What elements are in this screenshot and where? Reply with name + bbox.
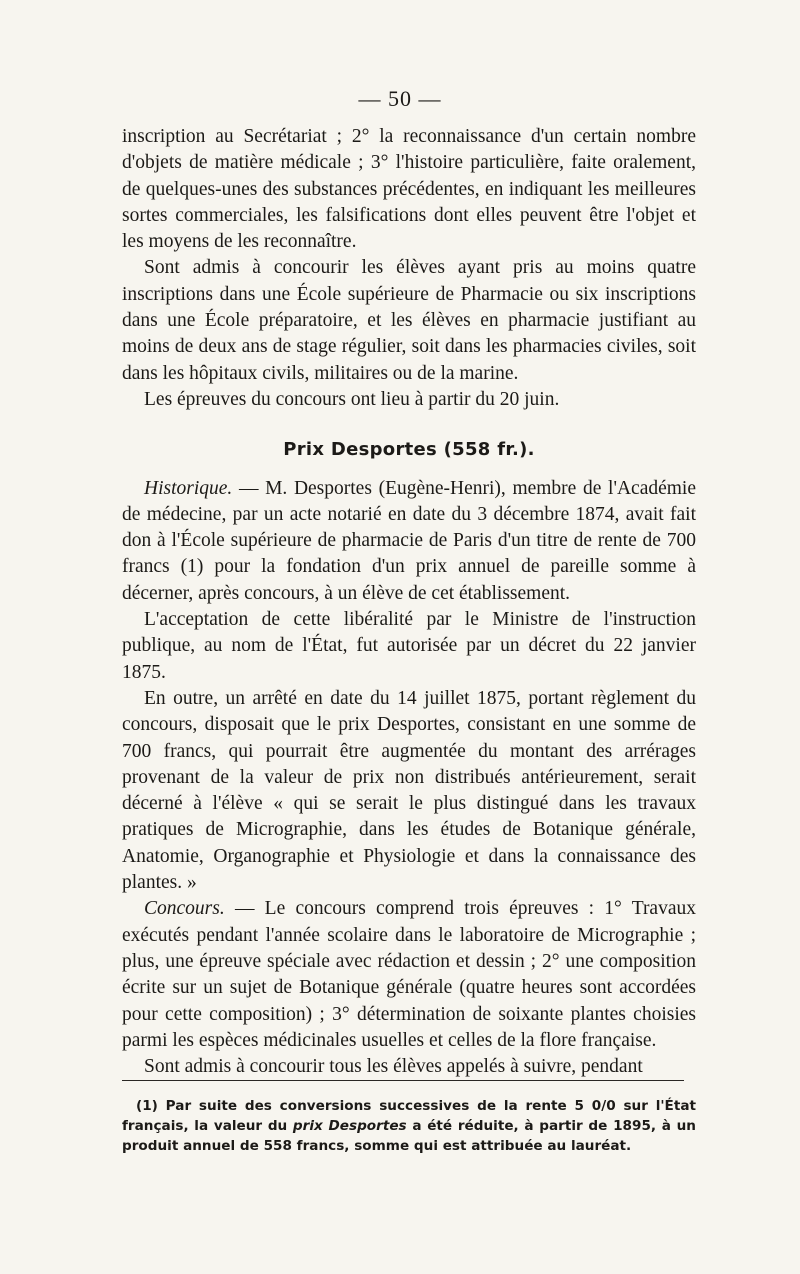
concours-label: Concours.: [144, 898, 225, 920]
footnote-italic: prix Desportes: [292, 1118, 407, 1134]
footnote: [122, 1096, 696, 1156]
paragraph-acceptation: L'acceptation de cette libéralité par le Ministre de l'instruction publique, au nom de l'État, fut autorisée par un décret du 22 janvier 1875.: [122, 609, 696, 683]
paragraph-dates: Les épreuves du concours ont lieu à partir du 20 juin.: [144, 388, 560, 410]
historique-text: — M. Desportes (Eugène-Henri), membre de l'Académie de médecine, par un acte notarié en date du 3 décembre 1874, avait fait don à l'École supérieure de pharmacie de Paris d'un titre de rente de 700 francs (1) pour la fondation d'un prix annuel de pareille somme à décerner, après concours, à un élève de cet établissement.: [122, 477, 696, 604]
paragraph-historique: [122, 476, 696, 607]
footnote-divider: [122, 1080, 684, 1081]
paragraph-concours: [122, 896, 696, 1054]
concours-text: — Le concours comprend trois épreuves : 1° Travaux exécutés pendant l'année scolaire dans le laboratoire de Micrographie ; plus, une épreuve spéciale avec rédaction et dessin ; 2° une composition écrite sur un sujet de Botanique générale (quatre heures sont accordées pour cette composition) ; 3° détermination de soixante plantes choisies parmi les espèces médicinales usuelles et celles de la flore française.: [122, 898, 696, 1051]
historique-label: Historique.: [144, 477, 233, 499]
paragraph-arrete: En outre, un arrêté en date du 14 juillet 1875, portant règlement du concours, disposait que le prix Desportes, consistant en une somme de 700 francs, qui pourrait être augmentée du montant des arrérages provenant de la valeur de prix non distribués antérieurement, serait décerné à l'élève « qui se serait le plus distingué dans les travaux pratiques de Micrographie, dans les études de Botanique générale, Anatomie, Organographie et Physiologie et dans la connaissance des plantes. »: [122, 687, 696, 894]
section-title: Prix Desportes (558 fr.).: [283, 439, 535, 461]
footnote-text-a: (1) Par suite des conversions successives de la rente 5 0/0 sur l'État français, la valeur du: [122, 1098, 696, 1134]
footnote-text-b: a été réduite, à partir de 1895, à un produit annuel de 558 francs, somme qui est attribuée au lauréat.: [122, 1118, 696, 1154]
page-number: — 50 —: [358, 86, 442, 111]
paragraph-continued: inscription au Secrétariat ; 2° la reconnaissance d'un certain nombre d'objets de matière médicale ; 3° l'histoire particulière, faite oralement, de quelques-unes des substances précédentes, en indiquant les meilleures sortes commerciales, les falsifications dont elles peuvent être l'objet et les moyens de les reconnaître.: [122, 126, 696, 253]
paragraph-admission: Sont admis à concourir les élèves ayant pris au moins quatre inscriptions dans une École supérieure de Pharmacie ou six inscriptions dans une École préparatoire, et les élèves en pharmacie justifiant au moins de deux ans de stage régulier, soit dans les pharmacies civiles, soit dans les hôpitaux civils, militaires ou de la marine.: [122, 257, 696, 384]
body-text: [122, 124, 696, 1080]
paragraph-admission-2: Sont admis à concourir tous les élèves appelés à suivre, pendant: [144, 1056, 643, 1078]
